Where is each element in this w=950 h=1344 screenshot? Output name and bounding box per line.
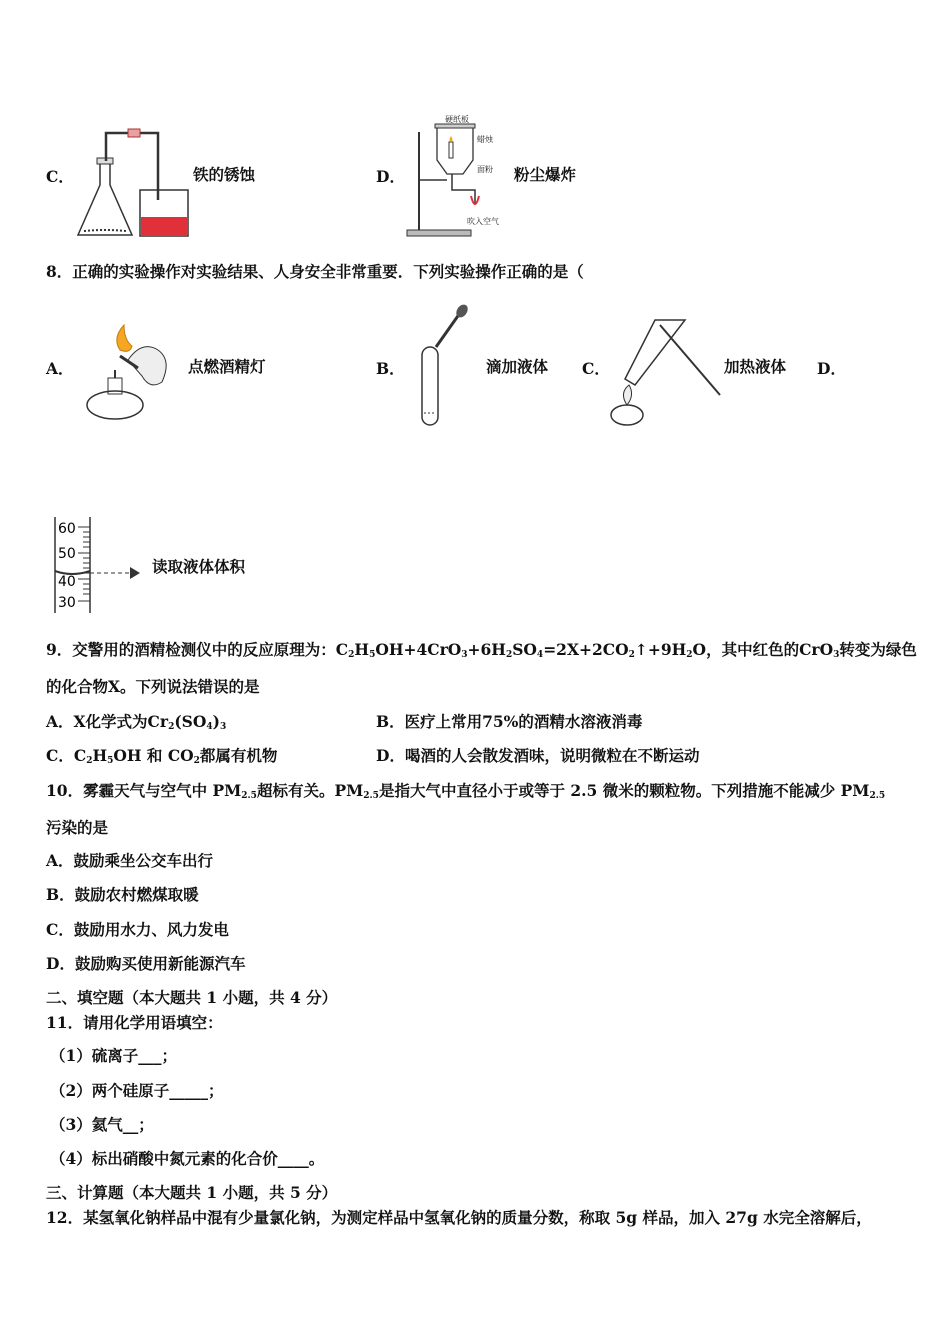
q9-option-d: D．喝酒的人会散发酒味，说明微粒在不断运动: [376, 746, 700, 765]
sub: 3: [219, 722, 227, 732]
q10-text: 是指大气中直径小于或等于 2.5 微米的颗粒物。下列措施不能减少 PM: [378, 781, 870, 800]
sub: 2.5: [241, 791, 257, 801]
q12-stem: 12．某氢氧化钠样品中混有少量氯化钠，为测定样品中氢氧化钠的质量分数，称取 5g 样品，加入 27g 水完全溶解后，: [46, 1208, 872, 1227]
q9-c-text: 都属有机物: [199, 746, 278, 765]
q9-a-text: (SO: [174, 712, 207, 731]
sub: 2.5: [869, 791, 886, 801]
q10-option-a: A．鼓励乘坐公交车出行: [46, 851, 214, 870]
q11-item-3: （3）氦气__；: [50, 1115, 154, 1134]
q9-a-text: A．X化学式为Cr: [46, 712, 169, 731]
q8-stem: 8．正确的实验操作对实验结果、人身安全非常重要．下列实验操作正确的是（: [46, 262, 584, 281]
label-air: 吹入空气: [467, 217, 499, 226]
conical-flask: [78, 163, 132, 235]
eq-c: C: [335, 640, 349, 659]
eq-o: O: [692, 640, 707, 659]
alcohol-lamp-figure: [80, 320, 180, 425]
q9-c-text: OH 和 CO: [113, 746, 194, 765]
q8-option-b-letter: B．: [376, 359, 405, 378]
tilted-tube: [625, 320, 685, 385]
scale-50: 50: [58, 546, 76, 562]
funnel-can: [437, 128, 473, 174]
heating-liquid-figure: [605, 315, 725, 435]
q7-option-c-caption: 铁的锈蚀: [193, 165, 256, 184]
dust-explosion-figure: [405, 112, 515, 240]
sub: 2: [193, 756, 200, 766]
q8-option-a-letter: A．: [46, 359, 74, 378]
q9-stem-line2: 的化合物X。下列说法错误的是: [46, 677, 260, 696]
tube-holder: [660, 325, 720, 395]
q10-text: 超标有关。PM: [256, 781, 364, 800]
q8-option-c-letter: C．: [582, 359, 610, 378]
burner-flame: [623, 385, 631, 405]
scale-30: 30: [58, 595, 76, 611]
q8-option-c-caption: 加热液体: [724, 357, 787, 376]
q7-option-d-caption: 粉尘爆炸: [514, 165, 577, 184]
rubber-joint: [128, 129, 140, 137]
sub: 2.5: [363, 791, 379, 801]
q10-stem-line2: 污染的是: [46, 818, 109, 837]
q11-item-4: （4）标出硝酸中氮元素的化合价____。: [50, 1149, 325, 1168]
section-2-heading: 二、填空题（本大题共 1 小题，共 4 分）: [46, 988, 338, 1007]
meniscus: [55, 571, 90, 574]
candle-flame: [450, 136, 453, 142]
eq-products: =2X+2CO: [543, 640, 629, 659]
eq-sub: 2: [686, 650, 693, 660]
q10-option-c: C．鼓励用水力、风力发电: [46, 920, 229, 939]
q9-c-text: C．C: [46, 746, 87, 765]
stand-base: [407, 230, 471, 236]
dropper-glass: [436, 313, 460, 347]
sub: 2: [86, 756, 93, 766]
eq-water: ↑+9H: [634, 640, 687, 659]
q9-option-b: B．医疗上常用75%的酒精水溶液消毒: [376, 712, 643, 731]
eq-sub: 3: [461, 650, 468, 660]
scale-40: 40: [58, 574, 76, 590]
sub: 4: [206, 722, 213, 732]
eq-sub: 4: [536, 650, 544, 660]
label-cardboard: 硬纸板: [445, 115, 469, 124]
iron-rust-figure: [70, 125, 200, 240]
q9-c-text: H: [92, 746, 108, 765]
q9-stem-p2: ，其中红色的CrO: [706, 640, 834, 659]
eq-sub: 3: [833, 650, 840, 660]
q11-item-1: （1）硫离子___；: [50, 1046, 178, 1065]
eq-sub: 2: [348, 650, 355, 660]
eq-h: H: [354, 640, 370, 659]
q9-stem-line1: [46, 640, 917, 660]
q10-text: 10．雾霾天气与空气中 PM: [46, 781, 242, 800]
flame: [117, 325, 132, 351]
q11-item-2: （2）两个硅原子_____；: [50, 1081, 224, 1100]
q9-option-c: [46, 746, 277, 766]
eye-icon: [130, 567, 140, 579]
q10-stem-line1: [46, 781, 885, 801]
candle: [449, 142, 453, 158]
q8-option-b-caption: 滴加液体: [486, 357, 549, 376]
eq-sub: 2: [505, 650, 513, 660]
q8-option-d-caption: 读取液体体积: [152, 557, 246, 576]
section-3-heading: 三、计算题（本大题共 1 小题，共 5 分）: [46, 1183, 338, 1202]
eq-h2so4: +6H: [467, 640, 506, 659]
q10-option-b: B．鼓励农村燃煤取暖: [46, 885, 199, 904]
scale-60: 60: [58, 521, 76, 537]
eq-sub: 5: [369, 650, 376, 660]
iron-nails: [84, 230, 126, 231]
q8-option-d-letter: D．: [817, 359, 846, 378]
burner-body: [611, 405, 643, 425]
sub: 2: [168, 722, 175, 732]
eq-sub: 2: [628, 650, 635, 660]
q10-option-d: D．鼓励购买使用新能源汽车: [46, 954, 246, 973]
label-flour: 面粉: [477, 165, 493, 174]
eq-so: SO: [512, 640, 537, 659]
q11-stem: 11．请用化学用语填空：: [46, 1013, 223, 1032]
graduated-cylinder-figure: [50, 515, 160, 615]
q7-option-d-letter: D．: [376, 167, 405, 186]
lamp-body: [87, 391, 143, 419]
q9-stem-p3: 转变为绿色: [839, 640, 917, 659]
red-liquid: [141, 217, 187, 235]
q9-a-text: ): [212, 712, 220, 731]
sub: 5: [107, 756, 114, 766]
q9-option-a: [46, 712, 226, 732]
q7-option-c-letter: C．: [46, 167, 74, 186]
label-candle: 蜡烛: [477, 135, 493, 144]
eq-oh: OH+4CrO: [375, 640, 462, 659]
scale-ticks: [78, 527, 90, 601]
q9-stem-p1: 9．交警用的酒精检测仪中的反应原理为：: [46, 640, 336, 659]
dropper-figure: [410, 305, 480, 430]
q8-option-a-caption: 点燃酒精灯: [188, 357, 266, 376]
cardboard: [435, 124, 475, 128]
